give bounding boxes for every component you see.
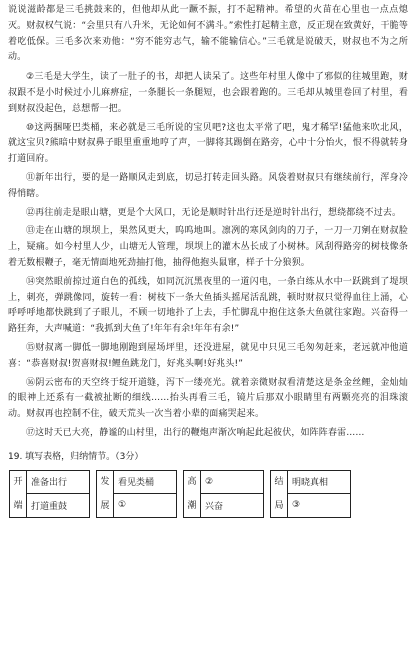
- stage-development: [97, 470, 114, 517]
- stage-char: 潮: [187, 500, 197, 511]
- paragraph: ⑯阴云密布的天空终于绽开道缝，泻下一缕亮光。就着亲微财叔看清楚这是条金丝鲤，金灿灿的眼神上还系有一截被扯断的细线……抬头再看三毛，镜片后那双小眼睛里有两颗亮亮的泪珠滚动。财叔再也控制不住，破天荒头一次当着小辈的面痛哭起来。: [8, 377, 408, 420]
- table-row: [10, 470, 351, 494]
- answer-blank-3[interactable]: ③: [288, 494, 351, 518]
- table-cell: 明晓真相: [288, 470, 351, 494]
- plot-summary-table: [9, 470, 351, 518]
- table-cell: 准备出行: [27, 470, 90, 494]
- paragraph: ⑩这两捆哑巴类桶，来必就是三毛所说的宝贝吧?这也太平常了吧，鬼才稀罕!猛他来吹北风，就这宝贝?熊暗中财叔鼻子眼里重重地哼了声，一脚将其踢倒在路旁，心中十分怡火，恨不得就转身打道回府。: [8, 122, 408, 165]
- paragraph: ②三毛是大学生，读了一肚子的书，却把人读呆了。这些年村里人像中了邪似的往城里跑，财叔跟不是小时候过小儿麻痹症，一条腿长一条腿短，也会跟着跑的。三毛却从城里卷回了村里，看到财叔没起色，总想帮一把。: [8, 72, 408, 114]
- stage-char: 端: [13, 500, 23, 511]
- stage-char: 展: [100, 500, 110, 511]
- stage-beginning: [10, 470, 27, 517]
- paragraph: ⑪新年出行，要的是一路顺风走到底，切忌打转走回头路。风袋着财叔只有继续前行，浑身冷得悄瞎。: [8, 172, 408, 199]
- paragraph: ⑫再往前走是眼山塘，更是个大风口，无论是顺时针出行还是逆时针出行，想绕都绕不过去。: [26, 207, 402, 218]
- paragraph: ⑰这时天已大亮，静谧的山村里，出行的鞭炮声渐次响起此起彼伏，如阵阵春雷……: [26, 427, 365, 438]
- stage-char: 开: [13, 476, 23, 487]
- stage-char: 局: [274, 500, 284, 511]
- table-cell: 兴奋: [201, 494, 264, 518]
- question-19: 19. 填写表格，归纳情节。（3分）: [8, 451, 144, 462]
- table-cell: 看见类桶: [114, 470, 177, 494]
- paragraph: ⑬走在山塘的坝坝上，果然风更大，呜呜地叫。凛冽的寒风剑肉的刀子，一刀一刀剜在财叔脸上，疑痛。如今村里人少，山塘无人管理，坝坝上的灌木丛长成了小树林。风刮得路旁的树枝像条着无数根鞭子，毫无情面地死劲抽打他，抽得他抱头鼠窜，样子十分狼狈。: [8, 226, 408, 268]
- answer-blank-2[interactable]: ②: [201, 470, 264, 494]
- stage-char: 发: [100, 476, 110, 487]
- stage-climax: [184, 470, 201, 517]
- stage-char: 结: [274, 476, 284, 487]
- stage-char: 高: [187, 476, 197, 487]
- paragraph: 说说滋龄都是三毛挑鼓来的，但他却从此一蹶不振，打不起精神。希望的火苗在心里也一点点熄灭。财叔权气说：“会里只有八升米，无论如何不满斗。”索性打起精主意，反正现在致黄好，干脆等着吃低保。三毛多次来劝他：“穷不能穷志气，输不能输信心。”三毛就是说破天，财叔也不为之所动。: [8, 5, 408, 63]
- paragraph: ⑭突然眼前掠过道白色的孤线，如同沉沉黑夜里的一道闪电，一条白练从水中一跃跳到了堤坝上，刺亮，弹跳像同，旋转一看：树枝下一条大鱼插头摇尾活乱跳，顿时财叔只觉得血往上涌，心呼呼呼地都快跳到了子眼儿，不顾一切地扑了上去，手忙脚乱中抱住这条大鱼就往家跑。兴奋得一路狂奔，大声喊道：“我抓到大鱼了!年年有余!年年有余!”: [8, 276, 408, 335]
- table-cell: 打道重鼓: [27, 494, 90, 518]
- answer-blank-1[interactable]: ①: [114, 494, 177, 518]
- article-body: [8, 3, 408, 442]
- stage-ending: [271, 470, 288, 517]
- paragraph: ⑮财叔离一脚低一脚地刚跑到屋场坪里，还没进屋，就见中只见三毛匆匆赶来，老远就冲他道喜：“恭喜财叔!贺喜财叔!鲤鱼跳龙门，好兆头啊!好兆头!”: [8, 342, 408, 369]
